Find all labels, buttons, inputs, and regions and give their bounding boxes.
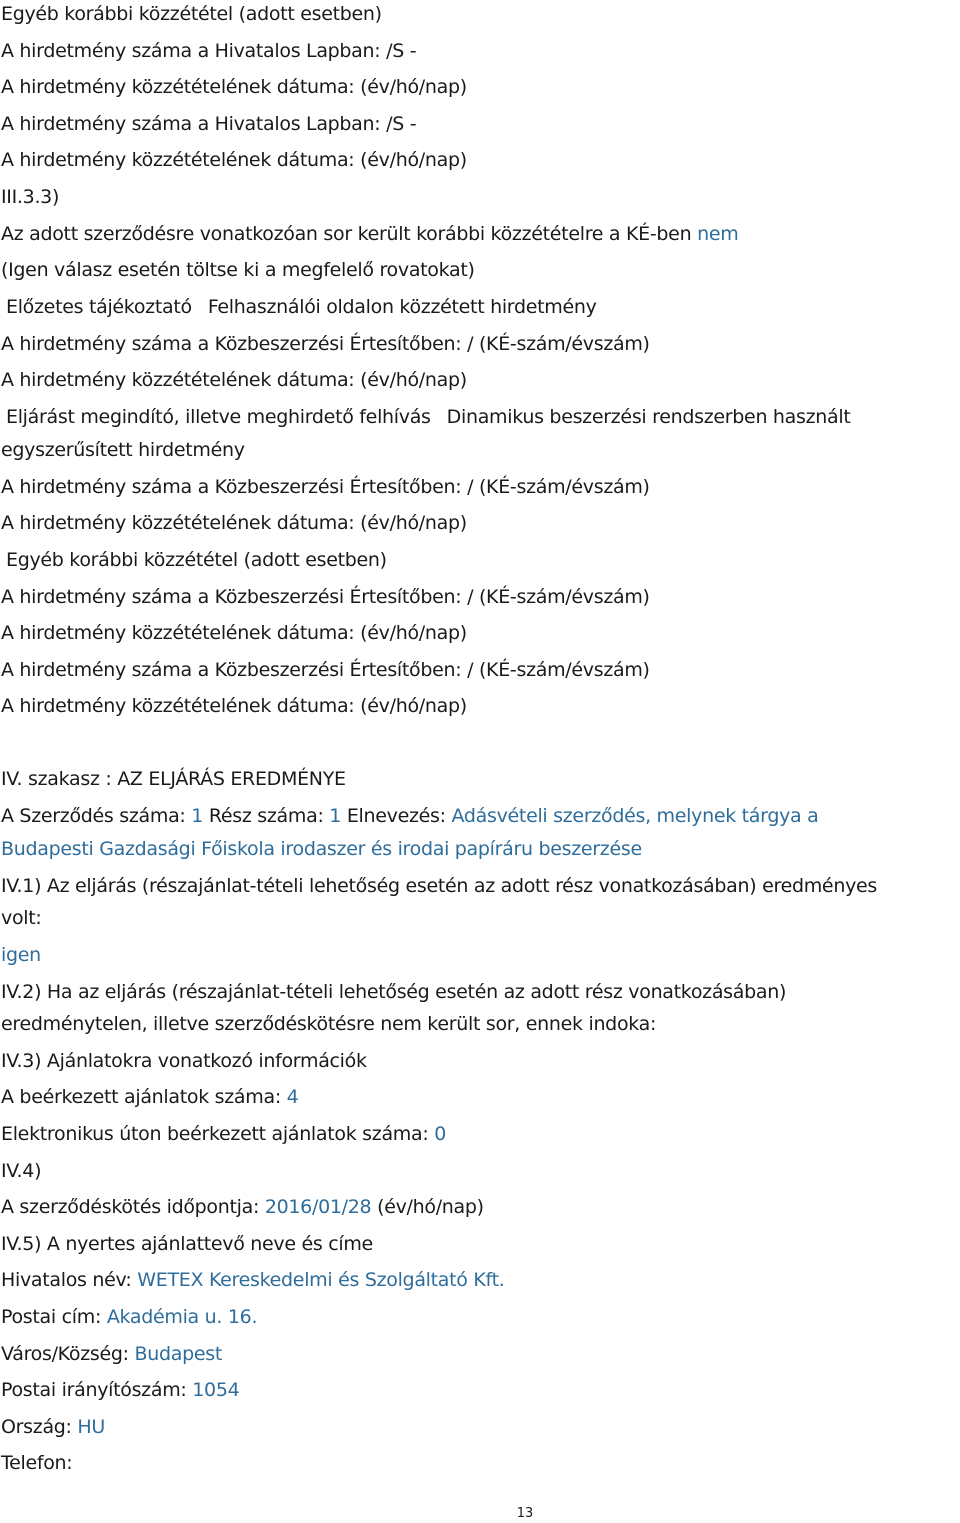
contract-date-row xyxy=(1,1196,484,1218)
field-value: WETEX Kereskedelmi és Szolgáltató Kft. xyxy=(137,1269,505,1291)
text-line: (Igen válasz esetén töltse ki a megfelelő rovatokat) xyxy=(1,259,475,281)
question-text: Az adott szerződésre vonatkozóan sor került korábbi közzétételre a KÉ-ben xyxy=(1,223,692,245)
field-value: 1054 xyxy=(192,1379,240,1401)
text-line: A hirdetmény közzétételének dátuma: (év/hó/nap) xyxy=(1,149,467,171)
field-value: HU xyxy=(77,1416,106,1438)
text-line: Egyéb korábbi közzététel (adott esetben) xyxy=(6,549,387,571)
text-line: A hirdetmény száma a Hivatalos Lapban: /S - xyxy=(1,40,417,62)
city-row xyxy=(1,1343,222,1365)
field-label: A szerződéskötés időpontja: xyxy=(1,1196,260,1218)
text-line: A hirdetmény közzétételének dátuma: (év/hó/nap) xyxy=(1,622,467,644)
date-format-hint: (év/hó/nap) xyxy=(377,1196,484,1218)
option-label: Eljárást megindító, illetve meghirdető felhívás xyxy=(6,406,431,428)
text-line: A hirdetmény száma a Közbeszerzési Értesítőben: / (KÉ-szám/évszám) xyxy=(1,333,650,355)
contract-number-label: A Szerződés száma: xyxy=(1,805,186,827)
notice-type-row xyxy=(6,296,597,318)
field-label: Elektronikus úton beérkezett ajánlatok száma: xyxy=(1,1123,429,1145)
field-value: Akadémia u. 16. xyxy=(106,1306,258,1328)
field-value: Budapest xyxy=(134,1343,222,1365)
prior-publication-question xyxy=(1,223,738,245)
official-name-row xyxy=(1,1269,504,1291)
result-answer: igen xyxy=(1,944,41,966)
field-label: Postai cím: xyxy=(1,1306,102,1328)
offers-count-row xyxy=(1,1086,298,1108)
text-line: Egyéb korábbi közzététel (adott esetben) xyxy=(1,3,382,25)
part-number-value: 1 xyxy=(329,805,342,827)
text-line: A hirdetmény közzétételének dátuma: (év/hó/nap) xyxy=(1,695,467,717)
option-label: Előzetes tájékoztató xyxy=(6,296,192,318)
text-line: IV.1) Az eljárás (részajánlat-tételi lehetőség esetén az adott rész vonatkozásában) eredményes xyxy=(1,875,877,897)
field-label: Ország: xyxy=(1,1416,72,1438)
page-number: 13 xyxy=(516,1506,534,1521)
option-label: Felhasználói oldalon közzétett hirdetmény xyxy=(207,296,597,318)
field-label: Postai irányítószám: xyxy=(1,1379,187,1401)
contract-name-label: Elnevezés: xyxy=(346,805,446,827)
text-line: A hirdetmény száma a Hivatalos Lapban: /S - xyxy=(1,113,417,135)
text-line: egyszerűsített hirdetmény xyxy=(1,439,245,461)
contract-info-row xyxy=(1,805,818,827)
field-label: A beérkezett ajánlatok száma: xyxy=(1,1086,281,1108)
field-label: Hivatalos név: xyxy=(1,1269,132,1291)
section-number: III.3.3) xyxy=(1,186,60,208)
text-line: A hirdetmény száma a Közbeszerzési Értesítőben: / (KÉ-szám/évszám) xyxy=(1,586,650,608)
contract-name-value-cont: Budapesti Gazdasági Főiskola irodaszer és irodai papíráru beszerzése xyxy=(1,838,642,860)
text-line: A hirdetmény közzétételének dátuma: (év/hó/nap) xyxy=(1,369,467,391)
section-heading: IV. szakasz : AZ ELJÁRÁS EREDMÉNYE xyxy=(1,768,346,790)
field-value: 0 xyxy=(434,1123,446,1145)
subsection-heading: IV.3) Ajánlatokra vonatkozó információk xyxy=(1,1050,367,1072)
notice-type-row xyxy=(6,406,851,428)
country-row xyxy=(1,1416,105,1438)
field-label: Telefon: xyxy=(1,1452,73,1474)
electronic-offers-row xyxy=(1,1123,446,1145)
subsection-heading: IV.4) xyxy=(1,1160,42,1182)
postal-address-row xyxy=(1,1306,257,1328)
field-label: Város/Község: xyxy=(1,1343,129,1365)
part-number-label: Rész száma: xyxy=(208,805,324,827)
text-line: volt: xyxy=(1,907,42,929)
postal-code-row xyxy=(1,1379,239,1401)
contract-name-value: Adásvételi szerződés, melynek tárgya a xyxy=(451,805,819,827)
field-value: 2016/01/28 xyxy=(264,1196,372,1218)
phone-row xyxy=(1,1452,72,1474)
text-line: A hirdetmény száma a Közbeszerzési Értesítőben: / (KÉ-szám/évszám) xyxy=(1,476,650,498)
contract-number-value: 1 xyxy=(191,805,204,827)
field-value: 4 xyxy=(286,1086,299,1108)
text-line: A hirdetmény száma a Közbeszerzési Értesítőben: / (KÉ-szám/évszám) xyxy=(1,659,650,681)
subsection-heading: IV.5) A nyertes ajánlattevő neve és címe xyxy=(1,1233,373,1255)
text-line: A hirdetmény közzétételének dátuma: (év/hó/nap) xyxy=(1,76,467,98)
answer-value: nem xyxy=(697,223,739,245)
text-line: A hirdetmény közzétételének dátuma: (év/hó/nap) xyxy=(1,512,467,534)
text-line: IV.2) Ha az eljárás (részajánlat-tételi lehetőség esetén az adott rész vonatkozásában) xyxy=(1,981,787,1003)
option-label: Dinamikus beszerzési rendszerben használt xyxy=(446,406,851,428)
text-line: eredménytelen, illetve szerződéskötésre nem került sor, ennek indoka: xyxy=(1,1013,657,1035)
